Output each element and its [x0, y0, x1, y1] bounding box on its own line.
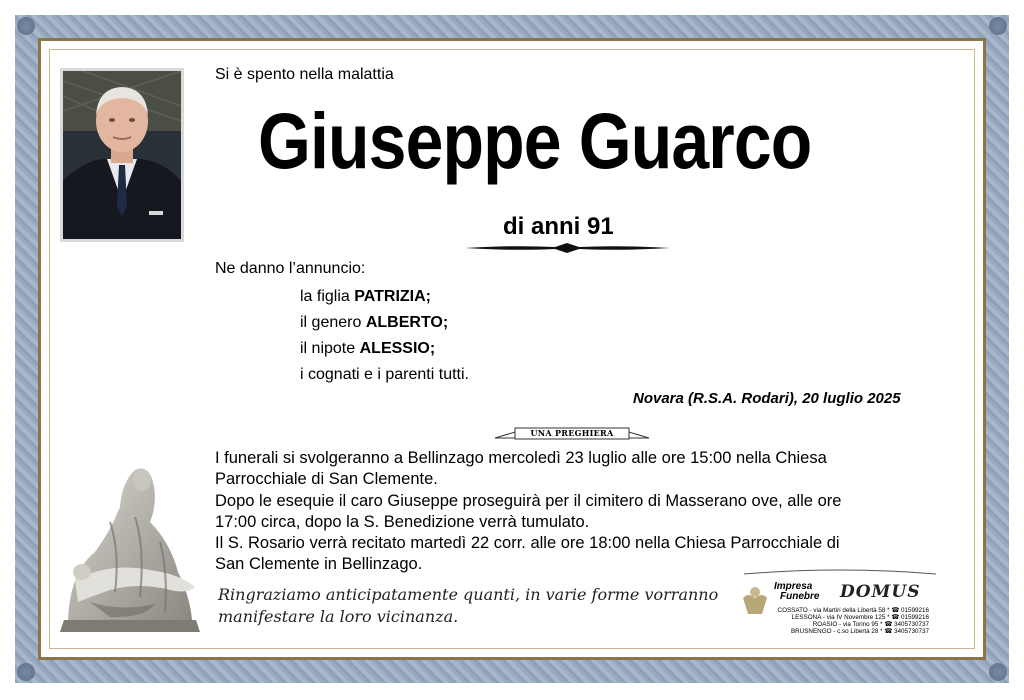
angel-icon — [740, 584, 770, 616]
ornament-divider — [465, 240, 670, 256]
details-line: Il S. Rosario verrà recitato martedì 22 corr. alle ore 18:00 nella Chiesa Parrocchiale di — [215, 534, 840, 553]
thanks-text: Ringraziamo anticipatamente quanti, in varie forme vorranno manifestare la loro vicinanza. — [218, 585, 719, 626]
details-line: Dopo le esequie il caro Giuseppe proseguirà per il cimitero di Masserano ove, alle ore — [215, 491, 842, 510]
corner-ornament — [989, 17, 1007, 35]
relative-line: la figlia PATRIZIA; — [300, 288, 431, 305]
details-line: Parrocchiale di San Clemente. — [215, 470, 438, 489]
address-line: ROASIO - via Torino 95 * ☎ 3405730737 — [812, 621, 929, 628]
relative-line: il nipote ALESSIO; — [300, 340, 436, 357]
brand-prefix: Impresa Funebre — [774, 581, 820, 602]
brand-name: DOMUS — [840, 582, 921, 602]
corner-ornament — [17, 17, 35, 35]
address-line: LESSONA - via IV Novembre 125 * ☎ 01599216 — [791, 614, 929, 621]
details-line: 17:00 circa, dopo la S. Benedizione verrà tumulato. — [215, 512, 590, 531]
announcement-label: Ne danno l’annuncio: — [215, 260, 366, 277]
relative-line: i cognati e i parenti tutti. — [300, 366, 469, 383]
intro-text: Si è spento nella malattia — [215, 66, 394, 83]
deceased-name: Giuseppe Guarco — [258, 96, 812, 185]
relative-line: il genero ALBERTO; — [300, 314, 449, 331]
address-line: BRUSNENGO - c.so Libertà 28 * ☎ 3405730737 — [790, 628, 929, 635]
address-line: COSSATO - via Martiri della Libertà 58 * ☎ 01599216 — [777, 607, 929, 614]
funeral-details — [215, 448, 935, 576]
corner-ornament — [989, 663, 1007, 681]
place-date: Novara (R.S.A. Rodari), 20 luglio 2025 — [633, 390, 901, 407]
portrait-photo — [60, 68, 184, 242]
prayer-label: UNA PREGHIERA — [530, 428, 614, 438]
pieta-sculpture-image — [50, 462, 210, 637]
corner-ornament — [17, 663, 35, 681]
funeral-home-logo — [740, 566, 940, 638]
details-line: I funerali si svolgeranno a Bellinzago mercoledì 23 luglio alle ore 15:00 nella Chiesa — [215, 449, 827, 467]
details-line: San Clemente in Bellinzago. — [215, 555, 423, 574]
age-text: di anni 91 — [503, 213, 614, 240]
